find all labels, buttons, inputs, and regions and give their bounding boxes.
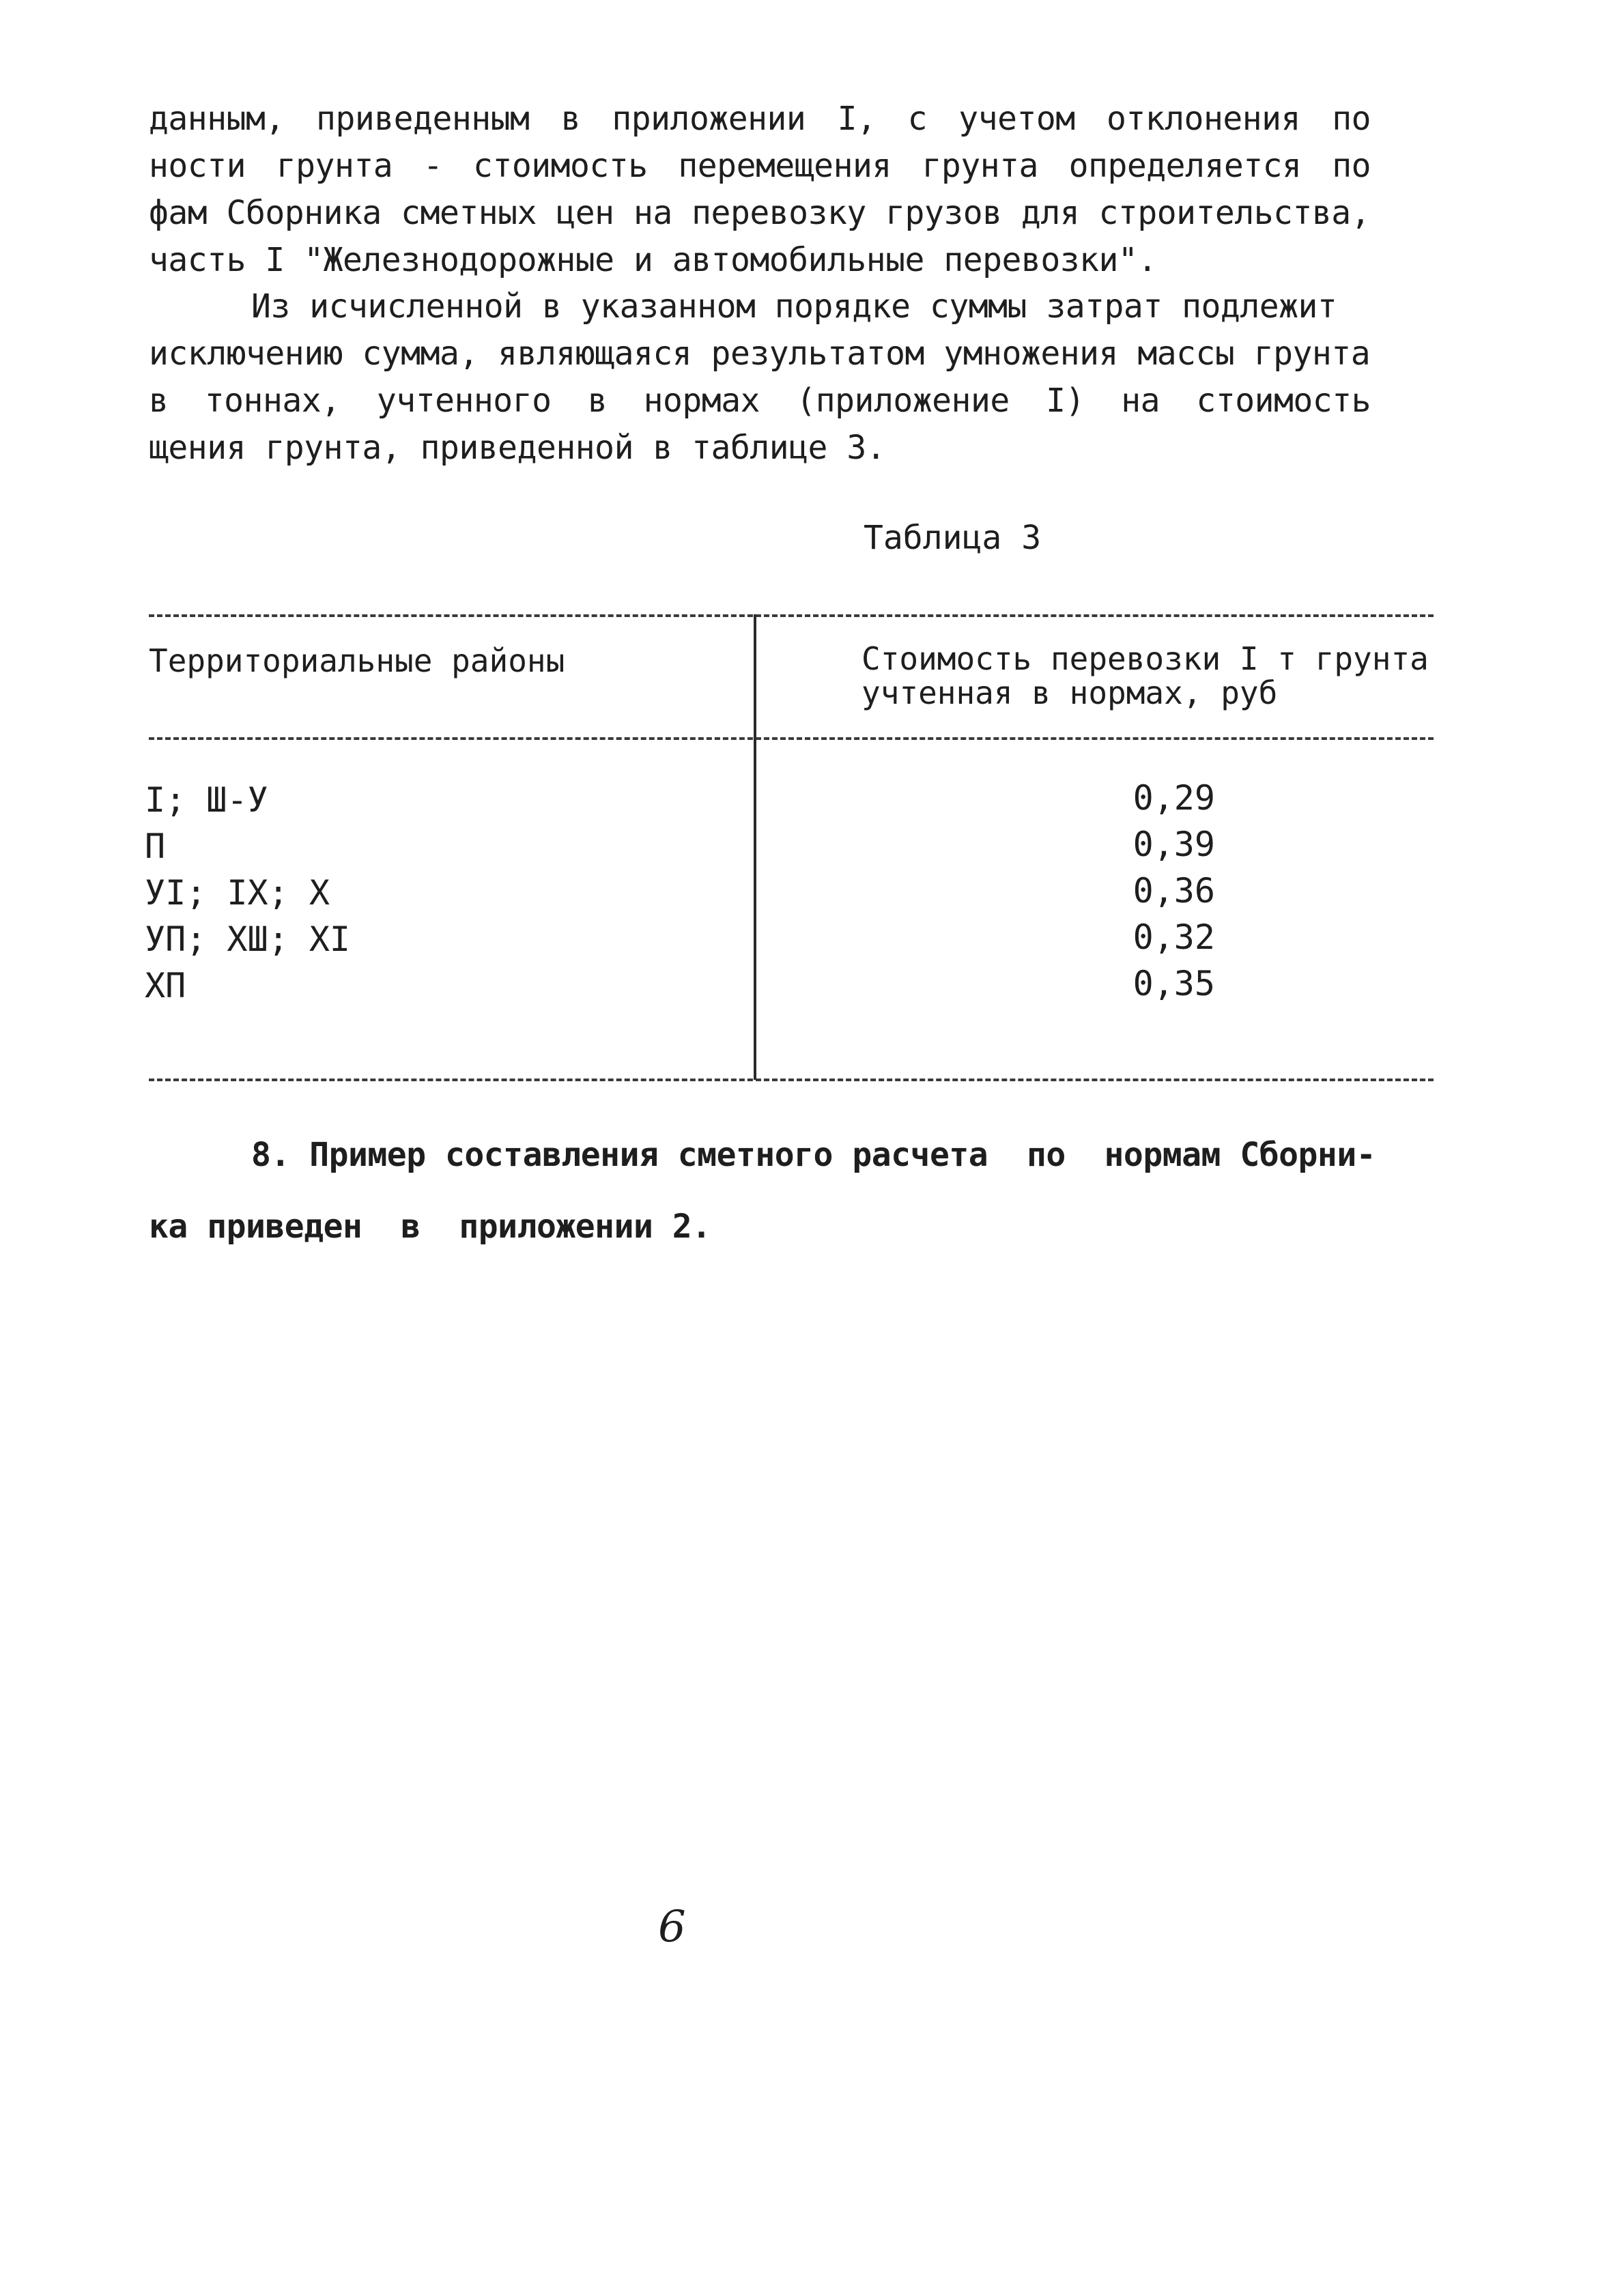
text-line: щения грунта, приведенной в таблице 3. [149, 429, 886, 467]
text-line: 8. Пример составления сметного расчета по нормам Сборни- [251, 1136, 1376, 1174]
text-line: часть I "Железнодорожные и автомобильные перевозки". [149, 241, 1157, 279]
table-cell-cost: 0,35 [1132, 964, 1215, 1003]
table-cell-district: УI; IX; X [145, 873, 330, 913]
text-line: фам Сборника сметных цен на перевозку грузов для строительства, [149, 194, 1371, 232]
table-cell-cost: 0,29 [1132, 778, 1215, 818]
paragraph-exclusion [149, 283, 1371, 472]
table-header-districts: Территориальные районы [149, 642, 565, 679]
table-header-cost [861, 642, 1429, 710]
table-caption: Таблица 3 [864, 519, 1042, 557]
table-cell-district: УП; XШ; XI [145, 919, 351, 959]
table-column-divider [754, 614, 756, 1080]
table-cell-district: П [145, 827, 166, 866]
table-bottom-rule [149, 1079, 1434, 1081]
page-number: 6 [658, 1902, 686, 1952]
table-header-cost-line: учтенная в нормах, руб [861, 674, 1278, 711]
text-line: ности грунта - стоимость перемещения грунта определяется по [149, 147, 1371, 185]
text-line: исключению сумма, являющаяся результатом умножения массы грунта [149, 334, 1371, 373]
table-cell-cost: 0,36 [1132, 871, 1215, 911]
table-cell-cost: 0,32 [1132, 917, 1215, 957]
table-top-rule [149, 614, 1434, 617]
paragraph-point-8 [149, 1119, 1376, 1263]
paragraph-continuation [149, 96, 1371, 284]
text-line: ка приведен в приложении 2. [149, 1208, 711, 1246]
table-cell-district: XП [145, 966, 186, 1005]
table-cell-district: I; Ш-У [145, 780, 268, 820]
table-header-rule [149, 737, 1434, 740]
text-line: данным, приведенным в приложении I, с учетом отклонения по [149, 100, 1371, 138]
text-line: в тоннах, учтенного в нормах (приложение I) на стоимость [149, 382, 1371, 420]
table-cell-cost: 0,39 [1132, 825, 1215, 864]
table-header-cost-line: Стоимость перевозки I т грунта [861, 640, 1429, 677]
text-line: Из исчисленной в указанном порядке суммы затрат подлежит [251, 287, 1337, 326]
cost-column [1120, 775, 1215, 1007]
district-column [145, 777, 350, 1009]
